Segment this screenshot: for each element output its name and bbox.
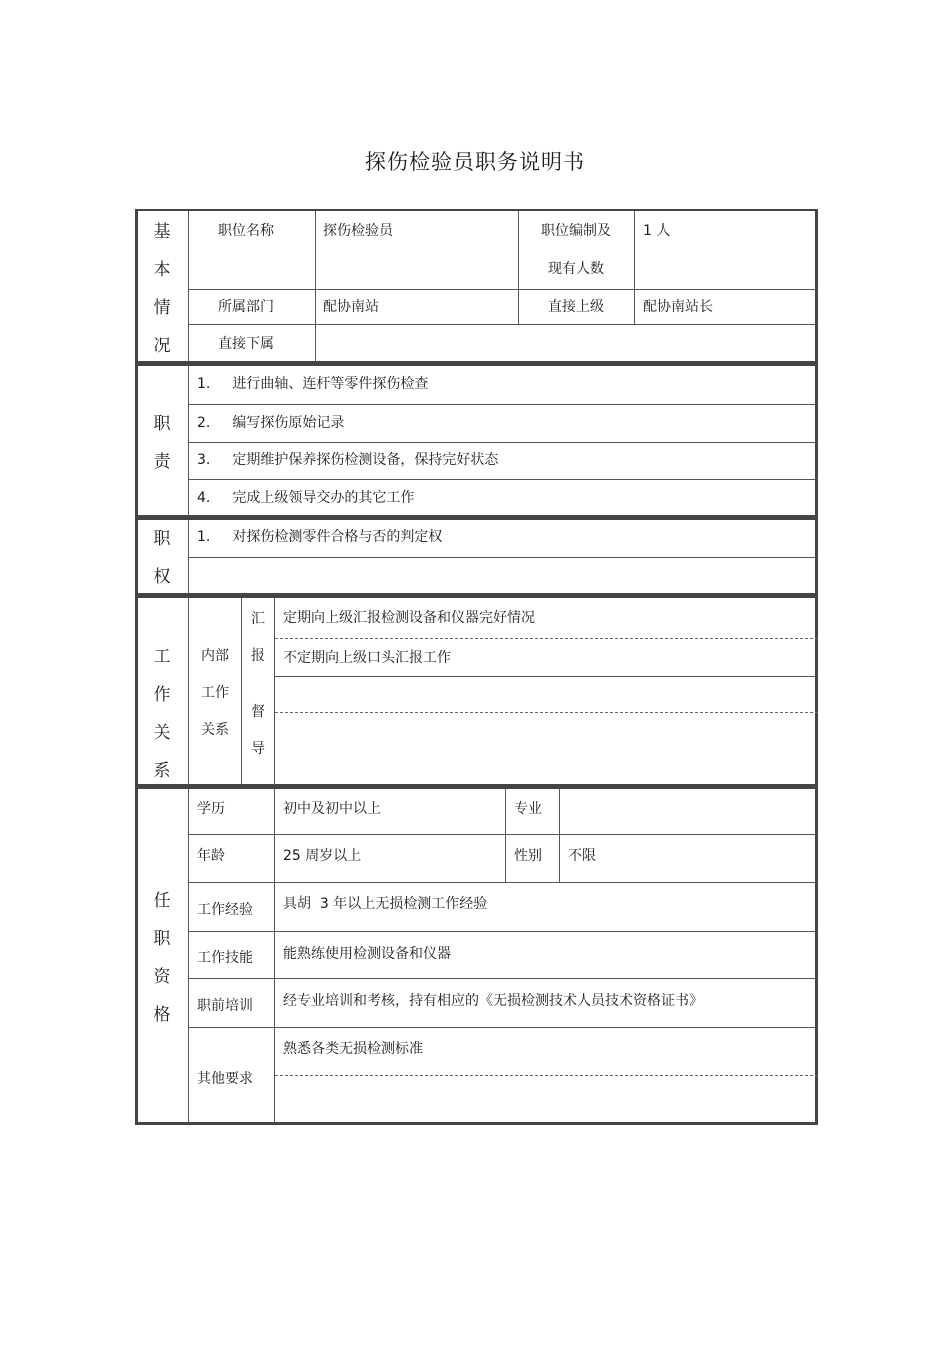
basic-info-label: 基 本 情 况: [153, 222, 171, 356]
superior-label: 直接上级: [548, 299, 604, 315]
authority-item: 1. 对探伤检测零件合格与否的判定权: [197, 529, 443, 545]
gender-label: 性别: [514, 848, 542, 864]
basic-info-section: [135, 209, 818, 364]
supervise-label: 督 导: [251, 704, 265, 757]
internal-relations-label: 内部 工作 关系: [201, 648, 229, 738]
headcount-label: 职位编制及 现有人数: [541, 223, 611, 277]
gender-value: 不限: [568, 848, 596, 864]
duties-label: 职 责: [153, 414, 171, 472]
skill-value: 能熟练使用检测设备和仪器: [283, 946, 451, 962]
subordinate-label: 直接下属: [218, 336, 274, 352]
report-item: 定期向上级汇报检测设备和仪器完好情况: [283, 610, 535, 626]
experience-value: 具胡 3 年以上无损检测工作经验: [283, 896, 488, 912]
duty-item: 2. 编写探伤原始记录: [197, 415, 345, 431]
duty-item: 1. 进行曲轴、连杆等零件探伤检查: [197, 376, 429, 392]
report-item: 不定期向上级口头汇报工作: [283, 650, 451, 666]
headcount-value: 1 人: [643, 223, 671, 239]
department-value: 配协南站: [323, 299, 379, 315]
skill-label: 工作技能: [197, 950, 253, 966]
education-value: 初中及初中以上: [283, 801, 381, 817]
page-title: 探伤检验员职务说明书: [365, 150, 585, 174]
training-label: 职前培训: [197, 998, 253, 1014]
duties-section: [135, 364, 818, 518]
other-requirement-item: 熟悉各类无损检测标准: [283, 1041, 423, 1057]
position-name-label: 职位名称: [218, 223, 274, 239]
education-label: 学历: [197, 801, 225, 817]
age-value: 25 周岁以上: [283, 848, 362, 864]
relations-section: [135, 596, 818, 787]
relations-label: 工 作 关 系: [153, 647, 171, 781]
experience-label: 工作经验: [197, 902, 253, 918]
report-label: 汇 报: [251, 611, 265, 664]
duty-item: 4. 完成上级领导交办的其它工作: [197, 490, 415, 506]
qualification-label: 任 职 资 格: [153, 891, 171, 1025]
superior-value: 配协南站长: [643, 299, 713, 315]
position-name-value: 探伤检验员: [323, 223, 393, 239]
authority-label: 职 权: [153, 529, 171, 587]
major-label: 专业: [514, 801, 542, 817]
department-label: 所属部门: [218, 299, 274, 315]
duty-item: 3. 定期维护保养探伤检测设备，保持完好状态: [197, 452, 499, 468]
qualification-section: [135, 787, 818, 1125]
training-value: 经专业培训和考核，持有相应的《无损检测技术人员技术资格证书》: [283, 993, 703, 1009]
authority-section: [135, 518, 818, 596]
age-label: 年龄: [197, 848, 225, 864]
other-requirements-label: 其他要求: [197, 1071, 253, 1087]
